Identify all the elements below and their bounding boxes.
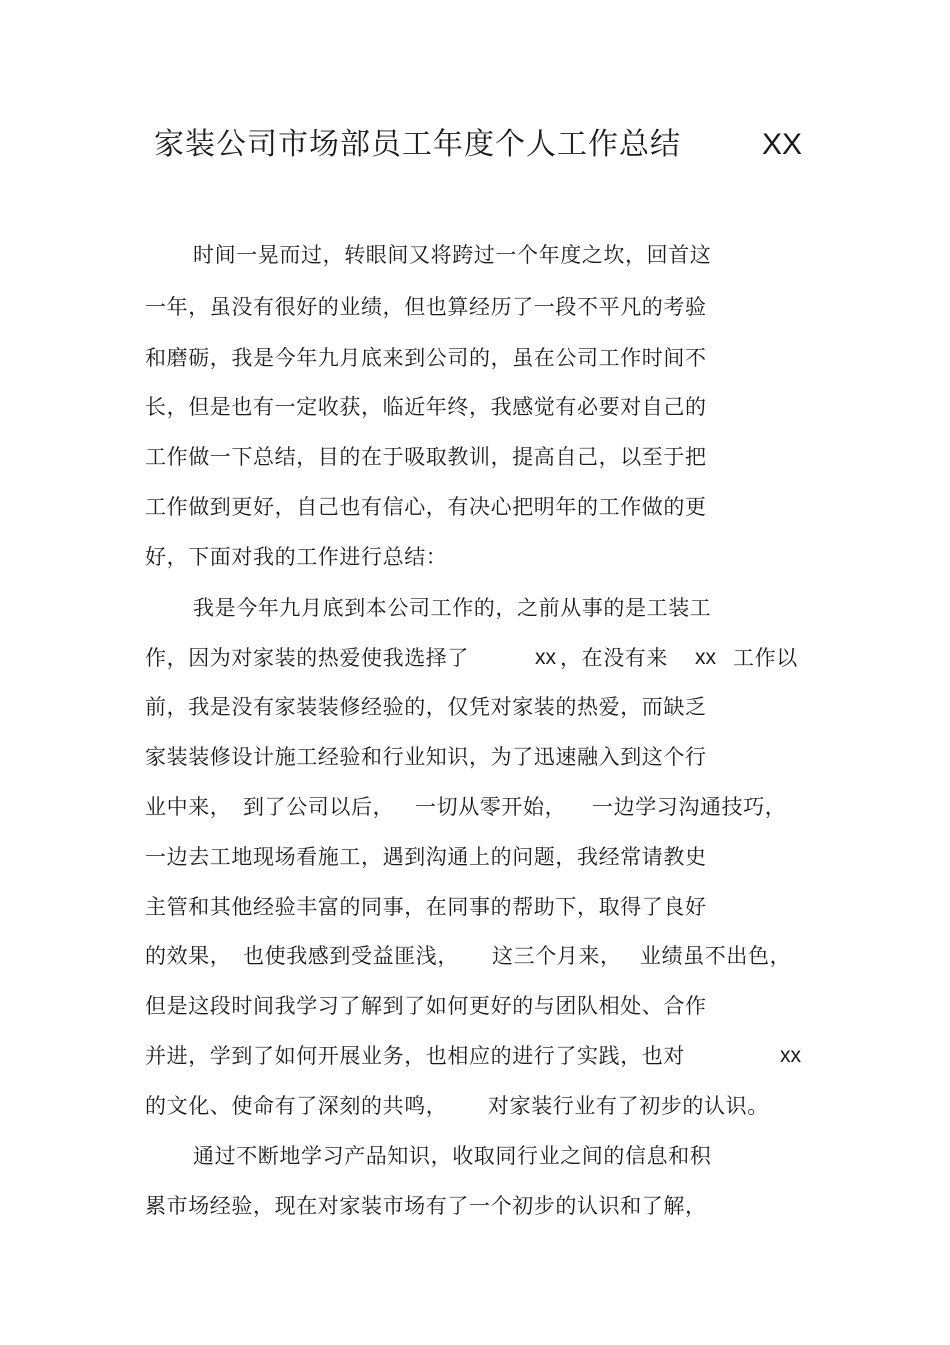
paragraph-2-line-2-placeholder-1: xx [535, 646, 556, 669]
paragraph-2-line-9: 但是这段时间我学习了解到了如何更好的与团队相处、合作 [145, 994, 707, 1018]
paragraph-2-line-10-placeholder: xx [780, 1044, 801, 1067]
paragraph-1-line-7: 好，下面对我的工作进行总结： [145, 545, 448, 569]
document-title: 家装公司市场部员工年度个人工作总结 [154, 127, 681, 162]
paragraph-2-line-5: 业中来， [145, 795, 232, 819]
paragraph-2-line-8: 的效果， [145, 944, 232, 968]
paragraph-2-line-11-b: 对家装行业有了初步的认识。 [488, 1094, 769, 1118]
paragraph-2-line-2-placeholder-2: xx [695, 646, 716, 669]
paragraph-2-line-7: 主管和其他经验丰富的同事，在同事的帮助下，取得了良好 [145, 895, 707, 919]
paragraph-2-line-3: 前，我是没有家装装修经验的，仅凭对家装的热爱，而缺乏 [145, 695, 707, 719]
paragraph-3-line-2: 累市场经验，现在对家装市场有了一个初步的认识和了解， [145, 1194, 707, 1218]
paragraph-2-line-5-c: 一切从零开始， [415, 795, 567, 819]
paragraph-2-line-5-d: 一边学习沟通技巧， [592, 795, 787, 819]
paragraph-2-line-4: 家装装修设计施工经验和行业知识，为了迅速融入到这个行 [145, 745, 707, 769]
paragraph-2-line-8-b: 也使我感到受益匪浅， [243, 944, 459, 968]
paragraph-2-line-2: 作，因为对家装的热爱使我选择了 [145, 646, 469, 670]
paragraph-2-line-10: 并进，学到了如何开展业务，也相应的进行了实践，也对 [145, 1044, 685, 1068]
paragraph-1-line-6: 工作做到更好，自己也有信心，有决心把明年的工作做的更 [145, 495, 707, 519]
paragraph-2-line-2-end: 工作以 [733, 646, 798, 670]
paragraph-2-line-2-middle: ，在没有来 [560, 646, 668, 670]
paragraph-2-line-8-c: 这三个月来， [492, 944, 622, 968]
paragraph-1-line-2: 一年，虽没有很好的业绩，但也算经历了一段不平凡的考验 [145, 295, 707, 319]
paragraph-1-line-4: 长，但是也有一定收获，临近年终，我感觉有必要对自己的 [145, 395, 707, 419]
paragraph-2-line-5-b: 到了公司以后， [243, 795, 395, 819]
paragraph-2-line-8-d: 业绩虽不出色， [640, 944, 792, 968]
paragraph-1-line-3: 和磨砺，我是今年九月底来到公司的，虽在公司工作时间不 [145, 346, 707, 370]
paragraph-2-line-6: 一边去工地现场看施工，遇到沟通上的问题，我经常请教史 [145, 845, 707, 869]
paragraph-3-line-1: 通过不断地学习产品知识，收取同行业之间的信息和积 [193, 1144, 712, 1168]
paragraph-1-line-5: 工作做一下总结，目的在于吸取教训，提高自己，以至于把 [145, 445, 707, 469]
paragraph-1-line-1: 时间一晃而过，转眼间又将跨过一个年度之坎，回首这 [193, 243, 712, 267]
paragraph-2-line-1: 我是今年九月底到本公司工作的，之前从事的是工装工 [193, 596, 712, 620]
paragraph-2-line-11: 的文化、使命有了深刻的共鸣， [145, 1094, 448, 1118]
document-title-suffix: XX [762, 128, 803, 161]
